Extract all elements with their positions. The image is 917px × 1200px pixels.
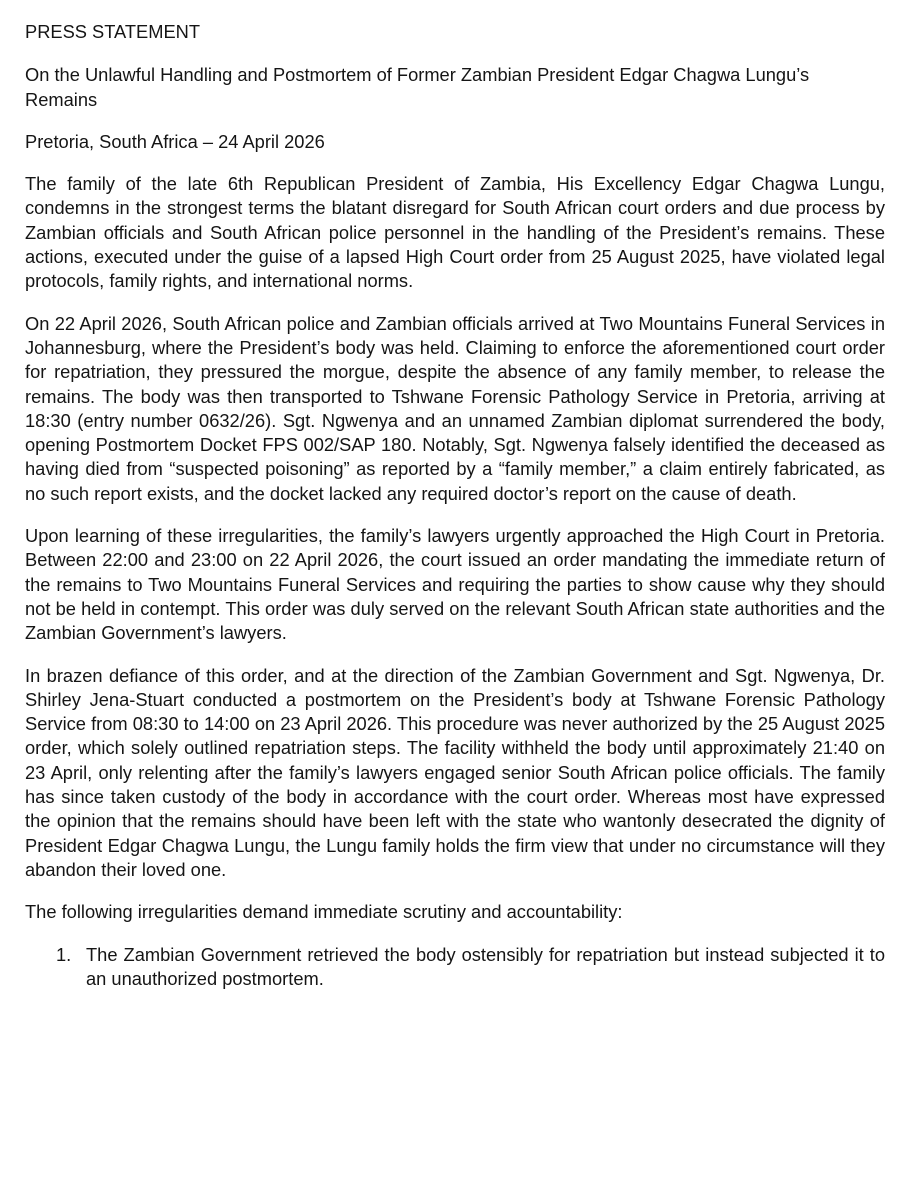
press-statement-page (25, 20, 885, 991)
body-paragraph: The family of the late 6th Republican President of Zambia, His Excellency Edgar Chagwa Lungu, condemns in the strongest terms the blatant disregard for South African court orders and due process by Zambian officials and South African police personnel in the handling of the President’s remains. These actions, executed under the guise of a lapsed High Court order from 25 August 2025, have violated legal protocols, family rights, and international norms. (25, 173, 885, 292)
dateline: Pretoria, South Africa – 24 April 2026 (25, 130, 325, 152)
document-heading: PRESS STATEMENT (25, 21, 201, 42)
list-item-text: The Zambian Government retrieved the body ostensibly for repatriation but instead subjected it to an unauthorized postmortem. (86, 943, 885, 989)
list-intro: The following irregularities demand immediate scrutiny and accountability: (25, 901, 623, 923)
irregularities-list (25, 943, 885, 992)
body-paragraph: Upon learning of these irregularities, the family’s lawyers urgently approached the High Court in Pretoria. Between 22:00 and 23:00 on 22 April 2026, the court issued an order mandating the immediate return of the remains to Two Mountains Funeral Services and requiring the parties to show cause why they should not be held in contempt. This order was duly served on the relevant South African state authorities and the Zambian Government’s lawyers. (25, 525, 885, 644)
body-paragraph: On 22 April 2026, South African police and Zambian officials arrived at Two Mountains Funeral Services in Johannesburg, where the President’s body was held. Claiming to enforce the aforementioned court order for repatriation, they pressured the morgue, despite the absence of any family member, to release the remains. The body was then transported to Tshwane Forensic Pathology Service in Pretoria, arriving at 18:30 (entry number 0632/26). Sgt. Ngwenya and an unnamed Zambian diplomat surrendered the body, opening Postmortem Docket FPS 002/SAP 180. Notably, Sgt. Ngwenya falsely identified the deceased as having died from “suspected poisoning” as reported by a “family member,” a claim entirely fabricated, as no such report exists, and the docket lacked any required doctor’s report on the cause of death. (25, 312, 885, 504)
document-subtitle: On the Unlawful Handling and Postmortem of Former Zambian President Edgar Chagwa Lungu’s Remains (25, 64, 810, 110)
list-item (25, 943, 885, 992)
list-item-number: 1. (56, 943, 72, 965)
body-paragraph: In brazen defiance of this order, and at the direction of the Zambian Government and Sgt. Ngwenya, Dr. Shirley Jena-Stuart conducted a postmortem on the President’s body at Tshwane Forensic Pathology Service from 08:30 to 14:00 on 23 April 2026. This procedure was never authorized by the 25 August 2025 order, which solely outlined repatriation steps. The facility withheld the body until approximately 21:40 on 23 April, only relenting after the family’s lawyers engaged senior South African police officials. The family has since taken custody of the body in accordance with the court order. Whereas most have expressed the opinion that the remains should have been left with the state who wantonly desecrated the dignity of President Edgar Chagwa Lungu, the Lungu family holds the firm view that under no circumstance will they abandon their loved one. (25, 664, 885, 880)
